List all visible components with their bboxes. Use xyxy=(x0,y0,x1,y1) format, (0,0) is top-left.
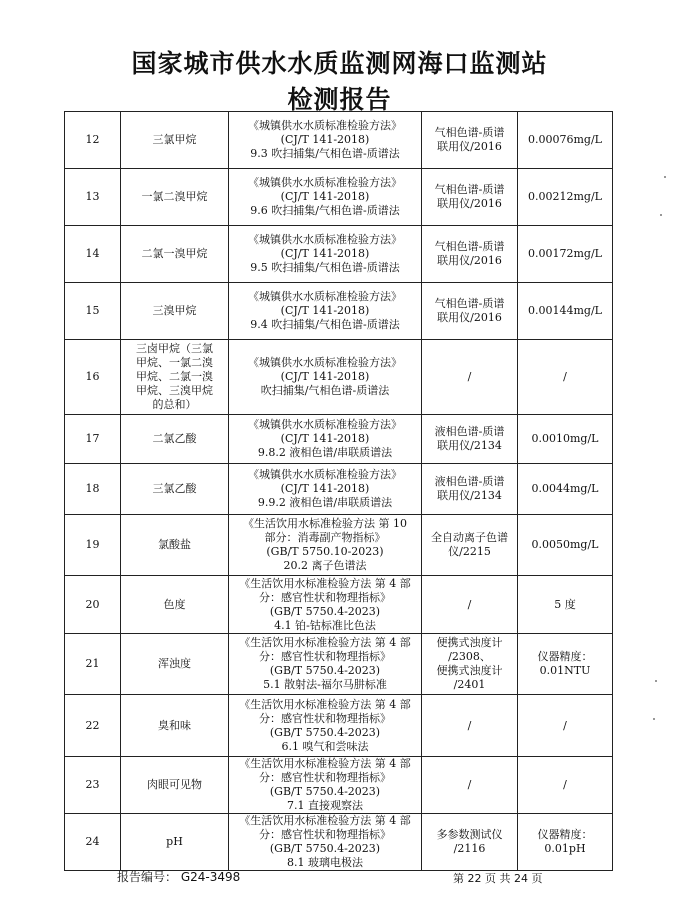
row-number: 13 xyxy=(65,169,121,226)
row-number: 23 xyxy=(65,757,121,814)
test-method: 《城镇供水水质标准检验方法》 (CJ/T 141-2018) 吹扫捕集/气相色谱-质谱法 xyxy=(229,340,422,415)
table-row xyxy=(65,112,613,169)
test-instrument: 液相色谱-质谱 联用仪/2134 xyxy=(422,464,518,515)
table-row xyxy=(65,634,613,695)
test-result: 0.0050mg/L xyxy=(518,515,613,576)
test-method: 《生活饮用水标准检验方法 第 4 部 分：感官性状和物理指标》 (GB/T 5750.4-2023) 8.1 玻璃电极法 xyxy=(229,814,422,871)
test-item: 三氯乙酸 xyxy=(121,464,229,515)
test-item: 色度 xyxy=(121,576,229,634)
row-number: 15 xyxy=(65,283,121,340)
test-result: 0.00144mg/L xyxy=(518,283,613,340)
table-row xyxy=(65,283,613,340)
test-method: 《生活饮用水标准检验方法 第 4 部 分：感官性状和物理指标》 (GB/T 5750.4-2023) 7.1 直接观察法 xyxy=(229,757,422,814)
test-instrument: 液相色谱-质谱 联用仪/2134 xyxy=(422,415,518,464)
row-number: 17 xyxy=(65,415,121,464)
page-number: 第 22 页 共 24 页 xyxy=(453,872,543,885)
test-method: 《城镇供水水质标准检验方法》 (CJ/T 141-2018) 9.3 吹扫捕集/气相色谱-质谱法 xyxy=(229,112,422,169)
row-number: 12 xyxy=(65,112,121,169)
table-row xyxy=(65,757,613,814)
test-item: 肉眼可见物 xyxy=(121,757,229,814)
test-result: 0.00172mg/L xyxy=(518,226,613,283)
test-method: 《生活饮用水标准检验方法 第 4 部 分：感官性状和物理指标》 (GB/T 5750.4-2023) 5.1 散射法-福尔马肼标准 xyxy=(229,634,422,695)
test-instrument: 气相色谱-质谱 联用仪/2016 xyxy=(422,283,518,340)
table-row xyxy=(65,814,613,871)
test-result: 0.00212mg/L xyxy=(518,169,613,226)
test-instrument: 多参数测试仪 /2116 xyxy=(422,814,518,871)
table-row xyxy=(65,576,613,634)
test-results-table xyxy=(64,111,613,871)
test-result: / xyxy=(518,340,613,415)
test-instrument: 气相色谱-质谱 联用仪/2016 xyxy=(422,112,518,169)
test-method: 《城镇供水水质标准检验方法》 (CJ/T 141-2018) 9.4 吹扫捕集/气相色谱-质谱法 xyxy=(229,283,422,340)
report-org-title: 国家城市供水水质监测网海口监测站 xyxy=(131,49,548,78)
row-number: 16 xyxy=(65,340,121,415)
test-result: 0.0044mg/L xyxy=(518,464,613,515)
test-method: 《城镇供水水质标准检验方法》 (CJ/T 141-2018) 9.5 吹扫捕集/气相色谱-质谱法 xyxy=(229,226,422,283)
test-instrument: 气相色谱-质谱 联用仪/2016 xyxy=(422,226,518,283)
test-instrument: 气相色谱-质谱 联用仪/2016 xyxy=(422,169,518,226)
test-item: 三氯甲烷 xyxy=(121,112,229,169)
test-item: 臭和味 xyxy=(121,695,229,757)
report-title: 检测报告 xyxy=(287,85,392,114)
test-instrument: 全自动离子色谱 仪/2215 xyxy=(422,515,518,576)
table-row xyxy=(65,515,613,576)
test-result: / xyxy=(518,757,613,814)
test-instrument: 便携式浊度计 /2308、 便携式浊度计 /2401 xyxy=(422,634,518,695)
table-row xyxy=(65,226,613,283)
table-row xyxy=(65,464,613,515)
table-row xyxy=(65,415,613,464)
row-number: 19 xyxy=(65,515,121,576)
test-method: 《生活饮用水标准检验方法 第 4 部 分：感官性状和物理指标》 (GB/T 5750.4-2023) 6.1 嗅气和尝味法 xyxy=(229,695,422,757)
table-row xyxy=(65,695,613,757)
test-item: pH xyxy=(121,814,229,871)
row-number: 21 xyxy=(65,634,121,695)
table-row xyxy=(65,340,613,415)
report-number: 报告编号： G24-3498 xyxy=(117,870,241,884)
test-method: 《生活饮用水标准检验方法 第 4 部 分：感官性状和物理指标》 (GB/T 5750.4-2023) 4.1 铂-钴标准比色法 xyxy=(229,576,422,634)
test-result: 0.0010mg/L xyxy=(518,415,613,464)
test-item: 氯酸盐 xyxy=(121,515,229,576)
test-method: 《生活饮用水标准检验方法 第 10 部分：消毒副产物指标》 (GB/T 5750.10-2023) 20.2 离子色谱法 xyxy=(229,515,422,576)
test-item: 三卤甲烷（三氯 甲烷、一氯二溴 甲烷、二氯一溴 甲烷、三溴甲烷 的总和） xyxy=(121,340,229,415)
row-number: 22 xyxy=(65,695,121,757)
test-result: 仪器精度： 0.01pH xyxy=(518,814,613,871)
test-item: 二氯一溴甲烷 xyxy=(121,226,229,283)
test-result: 仪器精度： 0.01NTU xyxy=(518,634,613,695)
test-result: 0.00076mg/L xyxy=(518,112,613,169)
row-number: 24 xyxy=(65,814,121,871)
test-item: 浑浊度 xyxy=(121,634,229,695)
test-result: 5 度 xyxy=(518,576,613,634)
test-instrument: / xyxy=(422,576,518,634)
table-row xyxy=(65,169,613,226)
test-method: 《城镇供水水质标准检验方法》 (CJ/T 141-2018) 9.9.2 液相色谱/串联质谱法 xyxy=(229,464,422,515)
test-item: 二氯乙酸 xyxy=(121,415,229,464)
test-item: 一氯二溴甲烷 xyxy=(121,169,229,226)
test-instrument: / xyxy=(422,757,518,814)
test-instrument: / xyxy=(422,340,518,415)
test-instrument: / xyxy=(422,695,518,757)
test-item: 三溴甲烷 xyxy=(121,283,229,340)
row-number: 20 xyxy=(65,576,121,634)
row-number: 14 xyxy=(65,226,121,283)
test-method: 《城镇供水水质标准检验方法》 (CJ/T 141-2018) 9.6 吹扫捕集/气相色谱-质谱法 xyxy=(229,169,422,226)
row-number: 18 xyxy=(65,464,121,515)
test-result: / xyxy=(518,695,613,757)
test-method: 《城镇供水水质标准检验方法》 (CJ/T 141-2018) 9.8.2 液相色谱/串联质谱法 xyxy=(229,415,422,464)
